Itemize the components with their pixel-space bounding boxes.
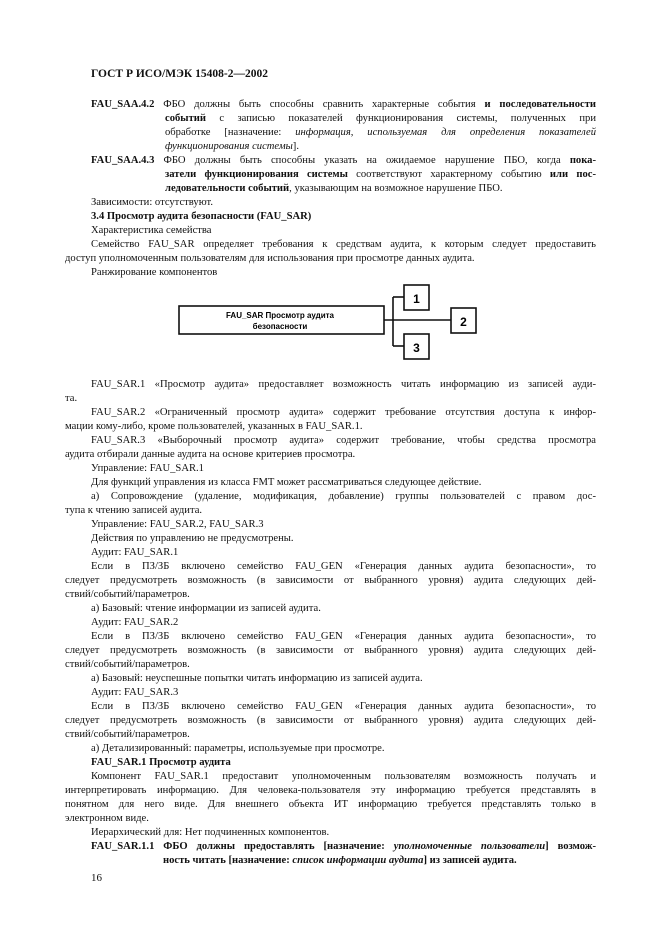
component-label-2: 2 — [460, 315, 467, 329]
saa42-text-3: обработке [назначение: — [165, 127, 296, 138]
management-sar2-sar3: Управление: FAU_SAR.2, FAU_SAR.3 — [91, 519, 264, 530]
sar1-desc-line-2: та. — [65, 393, 78, 404]
sar11-italic-1: уполномоченные пользователи — [393, 841, 546, 852]
audit-sar3-gen-line-3: ствий/событий/параметров. — [65, 729, 190, 740]
family-characteristic: Характеристика семейства — [91, 225, 212, 236]
ranking-heading: Ранжирование компонентов — [91, 267, 218, 278]
page-header: ГОСТ Р ИСО/МЭК 15408-2—2002 — [91, 68, 268, 80]
audit-sar2-basic: а) Базовый: неуспешные попытки читать информацию из записей аудита. — [91, 673, 423, 684]
audit-sar2-gen-line-2: следует предусмотреть возможность (в зависимости от выбранного уровня) аудита следующих дей- — [65, 645, 596, 656]
audit-sar1-gen-line-2: следует предусмотреть возможность (в зависимости от выбранного уровня) аудита следующих дей- — [65, 575, 596, 586]
saa43-id: FAU_SAA.4.3 — [91, 155, 155, 166]
sar3-desc-line-2: аудита отбирали данные аудита на основе критериев просмотра. — [65, 449, 356, 460]
audit-sar1-gen-line-1: Если в ПЗ/ЗБ включено семейство FAU_GEN «Генерация данных аудита безопасности», то — [91, 561, 596, 572]
audit-sar2-gen-line-1: Если в ПЗ/ЗБ включено семейство FAU_GEN «Генерация данных аудита безопасности», то — [91, 631, 596, 642]
component-title: FAU_SAR.1 Просмотр аудита — [91, 757, 231, 768]
sar2-desc-line-1: FAU_SAR.2 «Ограниченный просмотр аудита» содержит требование отсутствия доступа к инфор- — [91, 407, 596, 418]
saa43-bold: пока- — [569, 155, 596, 166]
hierarchical-note: Иерархический для: Нет подчиненных компонентов. — [91, 827, 330, 838]
management-a-line-1: а) Сопровождение (удаление, модификация, добавление) группы пользователей с правом дос- — [91, 491, 596, 502]
component-desc-line-4: электронном виде. — [65, 813, 149, 824]
sar2-desc-line-2: мации кому-либо, кроме пользователей, указанных в FAU_SAR.1. — [65, 421, 363, 432]
saa42-id: FAU_SAA.4.2 — [91, 99, 155, 110]
audit-sar3-gen-line-1: Если в ПЗ/ЗБ включено семейство FAU_GEN «Генерация данных аудита безопасности», то — [91, 701, 596, 712]
saa42-bold-2: событий — [165, 113, 206, 124]
sar3-desc-line-1: FAU_SAR.3 «Выборочный просмотр аудита» содержит требование, чтобы средства просмотра — [91, 435, 596, 446]
saa43-text-2: соответствуют характерному событию — [347, 169, 550, 180]
sar1-desc-line-1: FAU_SAR.1 «Просмотр аудита» предоставляет возможность читать информацию из записей ауди- — [91, 379, 596, 390]
family-desc-line-1: Семейство FAU_SAR определяет требования к средствам аудита, к которым следует предоставить — [91, 239, 596, 250]
saa42-italic-2: функционирования системы — [165, 141, 293, 152]
family-box-label-2: безопасности — [252, 322, 308, 331]
audit-sar2: Аудит: FAU_SAR.2 — [91, 617, 179, 628]
saa42-italic: информация, используемая для определения показателей — [295, 127, 596, 138]
component-label-1: 1 — [413, 292, 420, 306]
saa43-bold-3: или пос- — [549, 169, 596, 180]
saa42-text-2: с записью показателей функционирования системы, полученных при — [205, 113, 596, 124]
component-desc-line-2: интерпретировать информацию. Для человека-пользователя эту информацию требуется представлять в — [65, 785, 596, 796]
audit-sar3-detailed: а) Детализированный: параметры, используемые при просмотре. — [91, 743, 385, 754]
sar11-text-1: FAU_SAR.1.1 ФБО должны предоставлять [назначение: — [91, 841, 394, 852]
sar11-text-3: ность читать [назначение: — [163, 855, 293, 866]
audit-sar1: Аудит: FAU_SAR.1 — [91, 547, 179, 558]
saa43-text-3: , указывающим на возможное нарушение ПБО. — [289, 183, 503, 194]
component-desc-line-1: Компонент FAU_SAR.1 предоставит уполномоченным пользователям возможность получать и — [91, 771, 596, 782]
audit-sar1-basic: а) Базовый: чтение информации из записей аудита. — [91, 603, 321, 614]
management-none: Действия по управлению не предусмотрены. — [91, 533, 294, 544]
sar11-text-4: ] из записей аудита. — [423, 855, 517, 866]
saa42-text-4: ]. — [292, 141, 299, 152]
management-fmt: Для функций управления из класса FMT может рассматриваться следующее действие. — [91, 477, 482, 488]
component-desc-line-3: понятном для него виде. Для внешнего объекта ИТ информацию требуется представлять только в — [65, 799, 596, 810]
sar11-line-1 — [91, 841, 596, 853]
audit-sar3: Аудит: FAU_SAR.3 — [91, 687, 179, 698]
family-box-label-1: FAU_SAR Просмотр аудита — [225, 311, 335, 320]
component-label-3: 3 — [413, 341, 420, 355]
management-a-line-2: тупа к чтению записей аудита. — [65, 505, 203, 516]
saa42-bold: и последовательности — [484, 99, 597, 110]
sar11-line-2 — [163, 855, 517, 867]
audit-sar3-gen-line-2: следует предусмотреть возможность (в зависимости от выбранного уровня) аудита следующих дей- — [65, 715, 596, 726]
saa43-text: ФБО должны быть способны указать на ожидаемое нарушение ПБО, когда — [154, 155, 570, 166]
saa43-bold-4: ледовательности событий — [165, 183, 290, 194]
sar11-text-2: ] возмож- — [545, 841, 596, 852]
section-title: 3.4 Просмотр аудита безопасности (FAU_SAR) — [91, 211, 312, 222]
audit-sar2-gen-line-3: ствий/событий/параметров. — [65, 659, 190, 670]
sar11-italic-2: список информации аудита — [292, 855, 424, 866]
saa42-text: ФБО должны быть способны сравнить характерные события — [154, 99, 485, 110]
management-sar1: Управление: FAU_SAR.1 — [91, 463, 204, 474]
family-desc-line-2: доступ уполномоченным пользователям для использования при просмотре данных аудита. — [65, 253, 475, 264]
dependencies: Зависимости: отсутствуют. — [91, 197, 213, 208]
page-number: 16 — [91, 872, 102, 884]
saa43-bold-2: затели функционирования системы — [165, 169, 348, 180]
audit-sar1-gen-line-3: ствий/событий/параметров. — [65, 589, 190, 600]
